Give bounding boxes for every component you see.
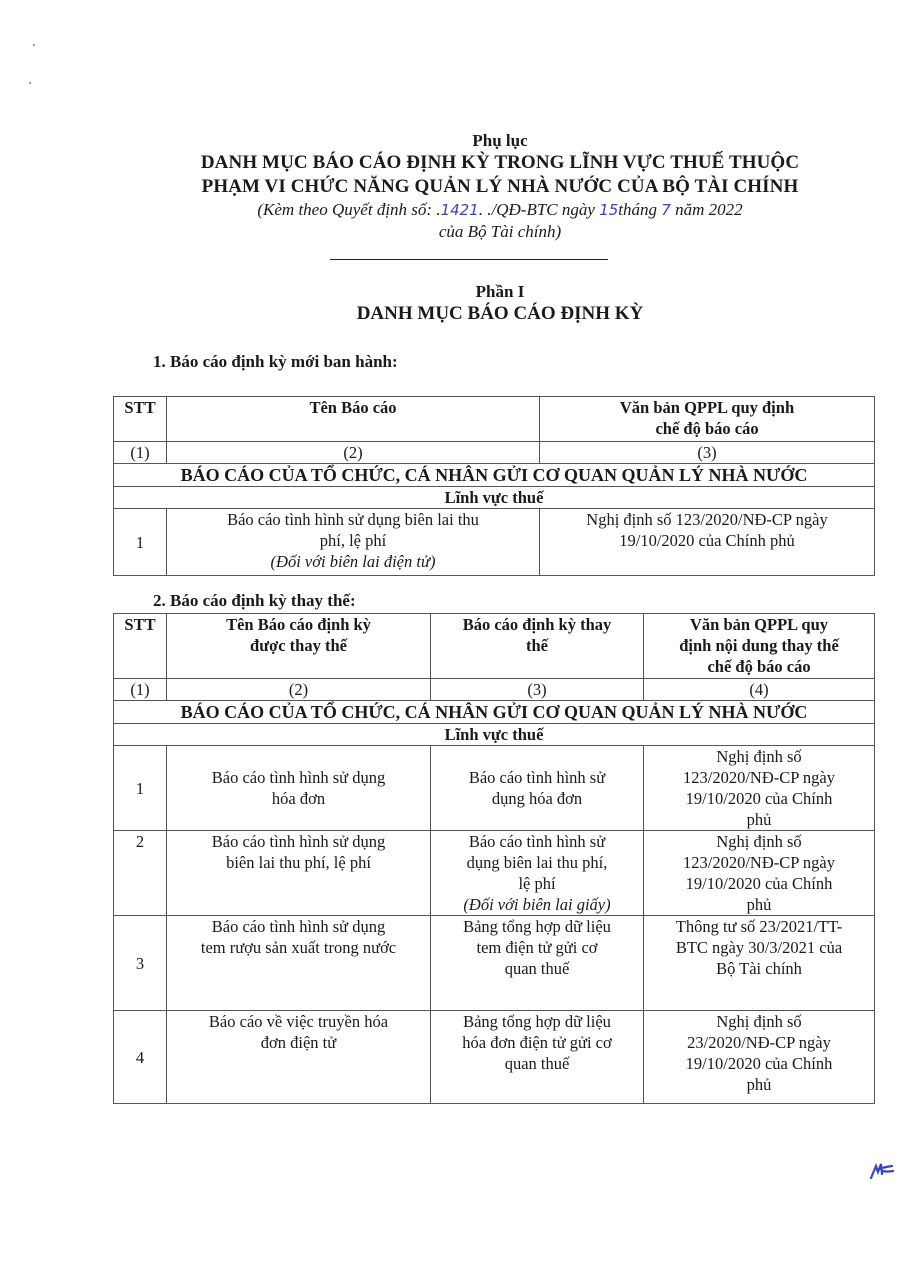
cell-line: Thông tư số 23/2021/TT- <box>675 917 843 936</box>
header-replacing <box>431 614 644 679</box>
section1-title: 1. Báo cáo định kỳ mới ban hành: <box>153 352 398 371</box>
row-replaced <box>167 831 431 916</box>
header-stt: STT <box>114 614 167 679</box>
cell-line: 123/2020/NĐ-CP ngày <box>682 853 835 872</box>
row-legal-doc <box>644 746 875 831</box>
col-number: (2) <box>167 442 540 464</box>
report-name-line: phí, lệ phí <box>319 531 387 550</box>
row-legal-doc <box>644 916 875 1011</box>
document-header <box>100 131 900 242</box>
subtitle-mid: . ./QĐ-BTC ngày <box>478 200 600 219</box>
row-replacing <box>431 746 644 831</box>
header-legal-doc <box>644 614 875 679</box>
legal-line: Nghị định số 123/2020/NĐ-CP ngày <box>586 510 828 529</box>
row-stt: 1 <box>114 509 167 576</box>
header-divider <box>330 259 608 260</box>
decision-reference <box>100 199 900 221</box>
row-legal-doc <box>644 1011 875 1104</box>
cell-line: 19/10/2020 của Chính <box>685 789 833 808</box>
row-replacing <box>431 831 644 916</box>
cell-line: Bộ Tài chính <box>716 959 802 978</box>
row-stt: 3 <box>114 916 167 1011</box>
cell-line: Bảng tổng hợp dữ liệu <box>463 1012 611 1031</box>
cell-line: quan thuế <box>504 959 570 978</box>
header-line: Tên Báo cáo định kỳ <box>226 615 371 634</box>
row-stt: 1 <box>114 746 167 831</box>
handwritten-day: 15 <box>599 201 619 219</box>
col-number: (1) <box>114 679 167 701</box>
row-replaced <box>167 916 431 1011</box>
table-row <box>114 509 875 576</box>
row-report-name <box>167 509 540 576</box>
cell-line: tem điện tử gửi cơ <box>476 938 598 957</box>
header-line: Văn bản QPPL quy <box>689 615 828 634</box>
decision-issuer: của Bộ Tài chính) <box>438 222 562 241</box>
col-number: (1) <box>114 442 167 464</box>
header-legal-line2: chế độ báo cáo <box>655 419 759 438</box>
cell-line: lệ phí <box>518 874 556 893</box>
col-number: (3) <box>431 679 644 701</box>
row-replacing <box>431 1011 644 1104</box>
row-stt: 4 <box>114 1011 167 1104</box>
document-title-line1: DANH MỤC BÁO CÁO ĐỊNH KỲ TRONG LĨNH VỰC THUẾ THUỘC <box>200 152 800 173</box>
group-row: BÁO CÁO CỦA TỔ CHỨC, CÁ NHÂN GỬI CƠ QUAN QUẢN LÝ NHÀ NƯỚC <box>114 464 875 487</box>
col-number: (4) <box>644 679 875 701</box>
cell-line: đơn điện tử <box>260 1033 337 1052</box>
row-replacing <box>431 916 644 1011</box>
header-line: định nội dung thay thế <box>679 636 839 655</box>
cell-line: Báo cáo về việc truyền hóa <box>208 1012 389 1031</box>
part-label: Phần I <box>475 282 525 301</box>
subtitle-prefix: (Kèm theo Quyết định số: . <box>257 200 441 219</box>
cell-line: 19/10/2020 của Chính <box>685 874 833 893</box>
cell-line: Báo cáo tình hình sử dụng <box>211 917 386 936</box>
replacement-reports-table <box>113 613 875 1104</box>
document-title-line2: PHẠM VI CHỨC NĂNG QUẢN LÝ NHÀ NƯỚC CỦA BỘ TÀI CHÍNH <box>201 176 799 197</box>
handwritten-decision-number: 1421 <box>440 201 479 219</box>
cell-line: biên lai thu phí, lệ phí <box>226 853 371 872</box>
table-header-row <box>114 397 875 442</box>
table-row <box>114 916 875 1011</box>
header-stt: STT <box>114 397 167 442</box>
cell-line: phủ <box>746 895 772 914</box>
col-number: (2) <box>167 679 431 701</box>
cell-line: BTC ngày 30/3/2021 của <box>675 938 843 957</box>
cell-line: 123/2020/NĐ-CP ngày <box>682 768 835 787</box>
cell-line: Báo cáo tình hình sử dụng <box>211 768 386 787</box>
cell-line: Bảng tổng hợp dữ liệu <box>463 917 611 936</box>
table-row <box>114 1011 875 1104</box>
row-replaced <box>167 746 431 831</box>
cell-line: hóa đơn điện tử gửi cơ <box>462 1033 612 1052</box>
row-legal-doc <box>644 831 875 916</box>
header-line: được thay thế <box>250 636 347 655</box>
cell-line: Nghị định số <box>716 1012 802 1031</box>
initials-signature-icon <box>868 1158 896 1182</box>
cell-line: Báo cáo tình hình sử <box>468 768 606 787</box>
row-replaced <box>167 1011 431 1104</box>
scan-speck <box>33 44 35 46</box>
row-stt: 2 <box>114 831 167 916</box>
row-legal-doc <box>540 509 875 576</box>
report-name-line: Báo cáo tình hình sử dụng biên lai thu <box>227 510 479 529</box>
col-number: (3) <box>540 442 875 464</box>
cell-line: hóa đơn <box>271 789 326 808</box>
cell-line: Nghị định số <box>716 747 802 766</box>
cell-line: dụng biên lai thu phí, <box>466 853 608 872</box>
subtitle-year: năm 2022 <box>670 200 743 219</box>
cell-line: dụng hóa đơn <box>491 789 583 808</box>
cell-line: Nghị định số <box>716 832 802 851</box>
handwritten-month: 7 <box>661 201 671 219</box>
subtitle-month-label: tháng <box>618 200 662 219</box>
cell-line: 19/10/2020 của Chính <box>685 1054 833 1073</box>
header-legal-line1: Văn bản QPPL quy định <box>619 398 795 417</box>
header-report-name: Tên Báo cáo <box>167 397 540 442</box>
header-legal-doc <box>540 397 875 442</box>
cell-line: phủ <box>746 1075 772 1094</box>
cell-line: 23/2020/NĐ-CP ngày <box>687 1033 831 1052</box>
header-replaced <box>167 614 431 679</box>
field-row: Lĩnh vực thuế <box>114 724 875 746</box>
cell-line: Báo cáo tình hình sử dụng <box>211 832 386 851</box>
field-row: Lĩnh vực thuế <box>114 487 875 509</box>
cell-line: Báo cáo tình hình sử <box>468 832 606 851</box>
cell-line: tem rượu sản xuất trong nước <box>200 938 397 957</box>
cell-note: (Đối với biên lai giấy) <box>463 895 611 914</box>
column-number-row <box>114 442 875 464</box>
new-reports-table <box>113 396 875 576</box>
appendix-label: Phụ lục <box>472 131 528 150</box>
table-header-row <box>114 614 875 679</box>
cell-line: quan thuế <box>504 1054 570 1073</box>
cell-line: phủ <box>746 810 772 829</box>
report-name-note: (Đối với biên lai điện tử) <box>270 552 436 571</box>
part-heading <box>100 282 900 326</box>
group-row: BÁO CÁO CỦA TỔ CHỨC, CÁ NHÂN GỬI CƠ QUAN QUẢN LÝ NHÀ NƯỚC <box>114 701 875 724</box>
header-line: chế độ báo cáo <box>707 657 811 676</box>
table-row <box>114 831 875 916</box>
header-line: thế <box>526 636 548 655</box>
scan-speck <box>29 82 31 84</box>
header-line: Báo cáo định kỳ thay <box>462 615 612 634</box>
section2-title: 2. Báo cáo định kỳ thay thế: <box>153 591 356 610</box>
column-number-row <box>114 679 875 701</box>
table-row <box>114 746 875 831</box>
part-title: DANH MỤC BÁO CÁO ĐỊNH KỲ <box>356 303 644 324</box>
legal-line: 19/10/2020 của Chính phủ <box>619 531 795 550</box>
